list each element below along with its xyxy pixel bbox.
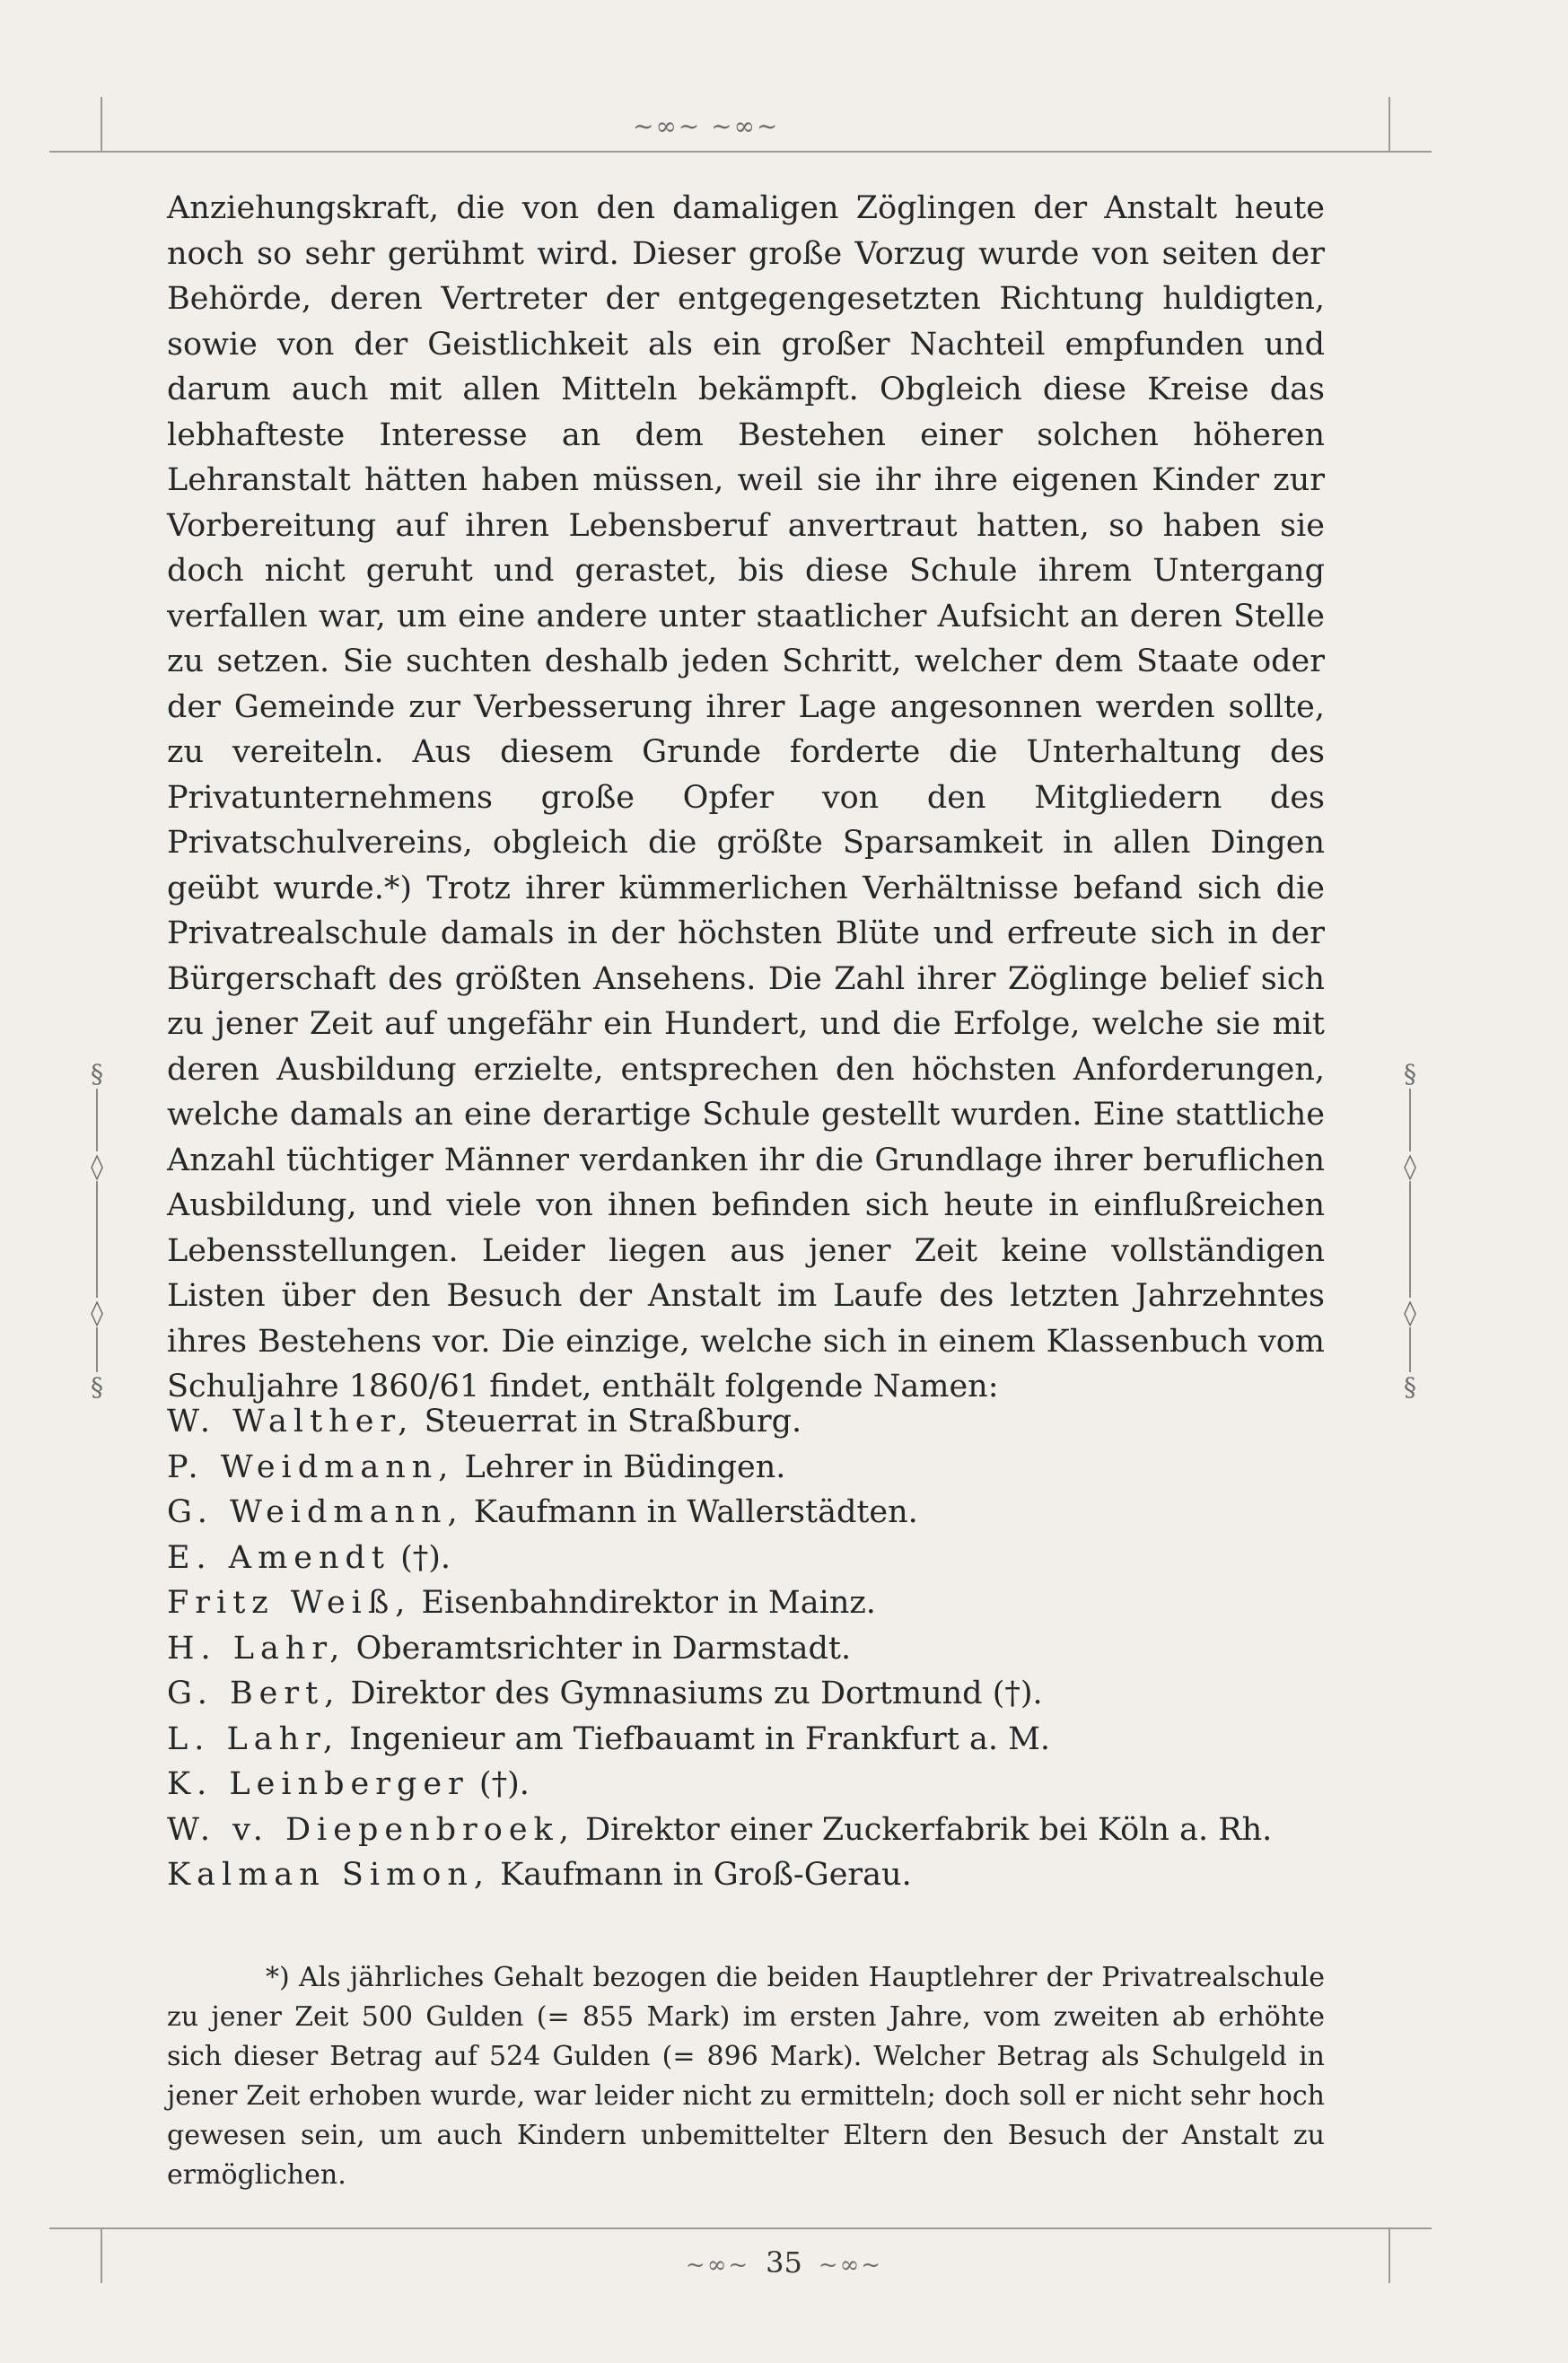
person-description: Kaufmann in Groß-Gerau. <box>490 1857 912 1893</box>
person-name: G. Weidmann, <box>167 1494 464 1530</box>
person-name: L. Lahr, <box>167 1720 340 1757</box>
page-number: 35 <box>766 2245 802 2280</box>
list-item <box>167 1536 1325 1581</box>
list-item <box>167 1580 1325 1626</box>
person-description: Oberamtsrichter in Darmstadt. <box>346 1630 852 1667</box>
right-side-ornament: § ◊ ◊ § <box>1404 1059 1416 1402</box>
name-list <box>167 1399 1325 1898</box>
person-description: Eisenbahndirektor in Mainz. <box>411 1585 876 1621</box>
footnote-text: *) Als jährliches Gehalt bezogen die beiden Hauptlehrer der Privatrealschule zu jener Zeit 500 Gulden (= 855 Mark) im ersten Jahre, vom zweiten ab erhöhte sich dieser Betrag auf 524 Gulden (= 896 Mark). Welcher Betrag als Schulgeld in jener Zeit erhoben wurde, war leider nicht zu ermitteln; doch soll er nicht sehr hoch gewesen sein, um auch Kindern unbemittelter Eltern den Besuch der Anstalt zu ermöglichen. <box>167 1962 1325 2191</box>
list-item <box>167 1490 1325 1536</box>
list-item <box>167 1807 1325 1853</box>
person-name: Fritz Weiß, <box>167 1585 412 1621</box>
person-description: Kaufmann in Wallerstädten. <box>463 1494 918 1530</box>
person-name: W. v. Diepenbroek, <box>167 1811 575 1848</box>
person-description: Direktor des Gymnasiums zu Dortmund (†). <box>340 1676 1043 1711</box>
top-ornament: ~∞~ ~∞~ <box>633 111 780 141</box>
top-rule <box>49 151 1432 153</box>
bottom-rule <box>49 2227 1432 2229</box>
body-paragraph <box>167 186 1325 1410</box>
person-name: K. Leinberger <box>167 1766 469 1802</box>
person-description: (†). <box>390 1539 451 1576</box>
person-description: Ingenieur am Tiefbauamt in Frankfurt a. M. <box>339 1720 1051 1757</box>
list-item <box>167 1717 1325 1763</box>
person-name: P. Weidmann, <box>167 1448 455 1485</box>
person-description: (†). <box>469 1766 530 1802</box>
list-item <box>167 1445 1325 1491</box>
page-flourish-left: ~∞~ <box>685 2252 750 2279</box>
person-description: Lehrer in Büdingen. <box>454 1448 786 1485</box>
person-name: E. Amendt <box>167 1539 390 1576</box>
list-item <box>167 1671 1325 1717</box>
person-name: H. Lahr, <box>167 1630 346 1667</box>
list-item <box>167 1762 1325 1807</box>
person-name: G. Bert, <box>167 1676 341 1711</box>
person-name: Kalman Simon, <box>167 1857 491 1893</box>
person-description: Steuerrat in Straßburg. <box>414 1404 802 1440</box>
footnote <box>167 1958 1325 2195</box>
page-number-row <box>0 2245 1568 2280</box>
right-frame-line-top <box>1388 97 1390 151</box>
list-item <box>167 1852 1325 1898</box>
left-frame-line-top <box>101 97 102 151</box>
person-name: W. Walther, <box>167 1404 415 1440</box>
paragraph-text: Anziehungskraft, die von den damaligen Zöglingen der Anstalt heute noch so sehr gerühmt wird. Dieser große Vorzug wurde von seiten der Behörde, deren Vertreter der entgegengesetzten Richtung huldigten, sowie von der Geistlichkeit als ein großer Nachteil empfunden und darum auch mit allen Mitteln bekämpft. Obgleich diese Kreise das lebhafteste Interesse an dem Bestehen einer solchen höheren Lehranstalt hätten haben müssen, weil sie ihr ihre eigenen Kinder zur Vorbereitung auf ihren Lebensberuf anvertraut hatten, so haben sie doch nicht geruht und gerastet, bis diese Schule ihrem Untergang verfallen war, um eine andere unter staatlicher Aufsicht an deren Stelle zu setzen. Sie suchten deshalb jeden Schritt, welcher dem Staate oder der Gemeinde zur Verbesserung ihrer Lage angesonnen werden sollte, zu vereiteln. Aus diesem Grunde forderte die Unterhaltung des Privatunternehmens große Opfer von den Mitgliedern des Privatschulvereins, obgleich die größte Sparsamkeit in allen Dingen geübt wurde.*) Trotz ihrer kümmerlichen Verhältnisse befand sich die Privatrealschule damals in der höchsten Blüte und erfreute sich in der Bürgerschaft des größten Ansehens. Die Zahl ihrer Zöglinge belief sich zu jener Zeit auf ungefähr ein Hundert, und die Erfolge, welche sie mit deren Ausbildung erzielte, entsprechen den höchsten Anforderungen, welche damals an eine derartige Schule gestellt wurden. Eine stattliche Anzahl tüchtiger Männer verdanken ihr die Grundlage ihrer beruflichen Ausbildung, und viele von ihnen befinden sich heute in einflußreichen Lebensstellungen. Leider liegen aus jener Zeit keine vollständigen Listen über den Besuch der Anstalt im Laufe des letzten Jahrzehntes ihres Bestehens vor. Die einzige, welche sich in einem Klassenbuch vom Schuljahre 1860/61 findet, enthält folgende Namen: <box>167 190 1325 1405</box>
left-side-ornament: § ◊ ◊ § <box>91 1059 103 1402</box>
list-item <box>167 1626 1325 1672</box>
list-item <box>167 1399 1325 1445</box>
page-flourish-right: ~∞~ <box>818 2252 883 2279</box>
person-description: Direktor einer Zuckerfabrik bei Köln a. Rh. <box>574 1811 1273 1848</box>
